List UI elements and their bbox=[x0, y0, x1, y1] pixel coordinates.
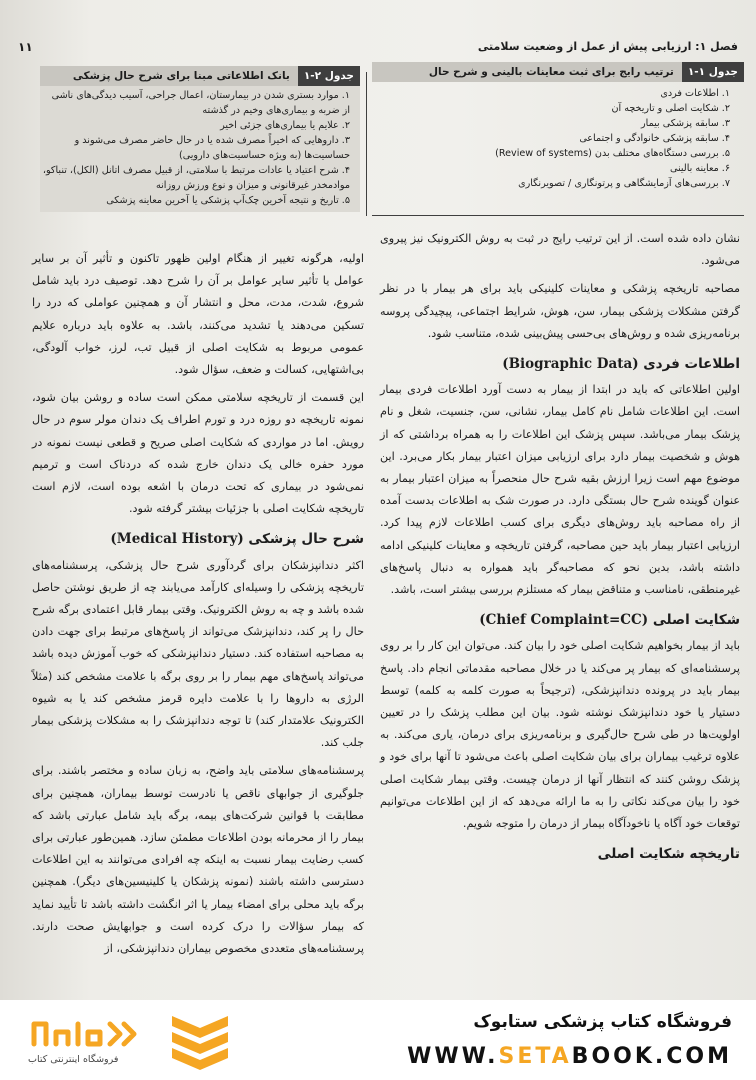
paragraph: اولیه، هرگونه تغییر از هنگام اولین ظهور تاکنون و تأثیر آن بر سایر عوامل یا تأثیر سایر عوامل بر آن را شرح دهد. توصیف درد باید شامل شروع، شدت، مدت، محل و انتشار آن و همچنین عواملی که درد را تسکین می‌دهند یا تشدید می‌کنند، باشد. به علاوه باید درباره علایم عمومی مربوط به شکایت اصلی از قبیل تب، لرز، خواب آلودگی، بی‌اشتهایی، کسالت و ضعف، سؤال شود. bbox=[32, 252, 364, 377]
list-item: ۲. علایم یا بیماری‌های جزئی اخیر bbox=[220, 120, 350, 131]
section-heading-biographic bbox=[380, 353, 740, 375]
section-heading-medical-history bbox=[32, 528, 364, 550]
heading-en: (Chief Complaint=CC) bbox=[479, 612, 649, 629]
heading-fa: شرح حال پزشکی bbox=[248, 531, 364, 548]
paragraph: نشان داده شده است. از این ترتیب رایج در ثبت به روش الکترونیک نیز پیروی می‌شود. bbox=[380, 232, 740, 268]
table-1-1-tag: جدول ۱-۱ bbox=[682, 62, 744, 82]
heading-fa: شکایت اصلی bbox=[652, 612, 740, 629]
paragraph: مصاحبه تاریخچه پزشکی و معاینات کلینیکی باید برای هر بیمار با در نظر گرفتن مشکلات پزشکی بیمار، سن، هوش، شرایط اجتماعی، پیچیدگی پروسه برنامه‌ریزی شده و روش‌های بی‌حسی پیش‌بینی شده، متناسب شود. bbox=[380, 282, 740, 340]
heading-en: (Biographic Data) bbox=[502, 356, 639, 373]
table-1-1-title: ترتیب رایج برای ثبت معاینات بالینی و شرح حال bbox=[372, 62, 682, 82]
list-item: ۳. داروهایی که اخیراً مصرف شده یا در حال حاضر مصرف می‌شوند و حساسیت‌ها (به ویژه حساسیت‌های دارویی) bbox=[74, 135, 350, 161]
right-column bbox=[380, 228, 740, 869]
paragraph: اکثر دندانپزشکان برای گردآوری شرح حال پزشکی، پرسشنامه‌های تاریخچه پزشکی را وسیله‌ای کارآمد می‌یابند چه از طریق نوشتن حاصل شده باشد و چه به روش الکترونیک. وقتی بیمار قابل اعتمادی برگه شرح حال را پر کند، دندانپزشک می‌تواند از پاسخ‌های مرتبط برای جهت دادن به مصاحبه استفاده کند. دستیار دندانپزشکی که خوب آموزش دیده باشد می‌تواند پاسخ‌های مهم بیمار را بر روی برگه با علامت مشخص کند (مثلاً الرژی به داروها را با علامت دایره قرمز مشخص کند یا به شیوه الکترونیک علامتدار کند) تا توجه دندانپزشک را به مشکلات پزشکی بیمار جلب کند. bbox=[32, 558, 364, 750]
column-divider bbox=[366, 72, 367, 216]
list-item: ۱. اطلاعات فردی bbox=[660, 88, 730, 99]
list-item: ۱. موارد بستری شدن در بیمارستان، اعمال جراحی، آسیب دیدگی‌های ناشی از ضربه و بیماری‌های وخیم در گذشته bbox=[51, 90, 350, 116]
table-2-1-tag: جدول ۲-۱ bbox=[298, 66, 360, 86]
paragraph: باید از بیمار بخواهیم شکایت اصلی خود را بیان کند. می‌توان این کار را بر روی پرسشنامه‌ای که بیمار پر می‌کند یا در خلال مصاحبه مقدماتی انجام داد. پاسخ بیمار باید در پرونده دندانپزشکی، (ترجیحاً به صورت کلمه به کلمه) توسط دستیار یا خود دندانپزشک نوشته شود. بیان این مطلب پزشک را در تعیین اولویت‌ها در طی شرح حال‌گیری و برنامه‌ریزی برای درمان، یاری می‌کند. به علاوه ترغیب بیماران برای بیان شکایت اصلی باعث می‌شود تا آنها برای خود و پزشک روشن کنند که انتظار آنها از درمان چیست. وقتی بیمار شکایت اصلی خود را بیان می‌کند نکاتی را به ما ارائه می‌دهد که از این اطلاعات می‌توانیم توقعات خود آگاه یا ناخودآگاه بیمار از درمان را متوجه شویم. bbox=[380, 639, 740, 831]
paragraph: پرسشنامه‌های سلامتی باید واضح، به زبان ساده و مختصر باشند. برای جلوگیری از جوابهای ناقص یا نادرست توسط بیماران، همچنین برای مطابقت با قوانین شرکت‌های بیمه، برگه باید شامل عبارتی باشد که بیمار را از محرمانه بودن اطلاعات مطمئن سازد. همین‌طور عبارتی برای کسب رضایت بیمار نسبت به اینکه چه افرادی می‌توانند به این اطلاعات دسترسی داشته باشند (نمونه پزشکان یا کلینیسین‌های دیگر). همچنین برگه باید محلی برای امضاء بیمار یا اثر انگشت داشته باشد تا تأیید نماید که بیمار سؤالات را درک کرده است و جوابهایش صحت دارند. پرسشنامه‌های متعددی مخصوص بیماران دندانپزشکی، از bbox=[32, 764, 364, 956]
list-item: ۴. سابقه پزشکی خانوادگی و اجتماعی bbox=[579, 133, 730, 144]
page-number: ۱۱ bbox=[18, 40, 33, 54]
paragraph: اولین اطلاعاتی که باید در ابتدا از بیمار به دست آورد اطلاعات فردی بیمار است. این اطلاعات شامل نام کامل بیمار، نشانی، سن، جنسیت، شغل و نام پزشک بیمار می‌باشد. سپس پزشک این اطلاعات را به همراه برداشتی که از هوش و شخصیت بیمار دارد برای ارزیابی میزان اعتبار بیمار بکار می‌برد. این موضوع مهم است زیرا ارزش بقیه شرح حال منحصراً به میزان اعتبار بیمار به عنوان گوینده شرح حال بستگی دارد. در صورت شک به اطلاعات بدست آمده از راه مصاحبه باید روش‌های دیگری برای کسب اطلاعات لازم پیدا کرد. ارزیابی اعتبار بیمار باید حین مصاحبه، گرفتن تاریخچه و معاینات کلینیکی ادامه داشته باشد، بدین نحو که مصاحبه‌گر باید همواره به دنبال پاسخ‌های غیرمنطقی، نامناسب و متناقض بیمار که مستلزم بررسی بیشتر است، باشد. bbox=[380, 383, 740, 597]
list-item: ۳. سابقه پزشکی بیمار bbox=[641, 118, 730, 129]
store-footer-banner bbox=[0, 1000, 756, 1080]
heading-en: (Medical History) bbox=[110, 531, 244, 548]
table-1-1-title-bar bbox=[372, 62, 744, 82]
heading-fa: اطلاعات فردی bbox=[643, 356, 740, 373]
list-item: ۲. شکایت اصلی و تاریخچه آن bbox=[611, 103, 730, 114]
paragraph: این قسمت از تاریخچه سلامتی ممکن است ساده و روشن بیان شود، نمونه تاریخچه دو روزه درد و تورم اطراف یک دندان مولر سوم در حال رویش. اما در مواردی که شکایت اصلی صریح و قطعی نیست نمونه در مورد حفره خالی یک دندان خارج شده که دردناک است و ترمیم نمی‌شود در بیماری که تحت درمان با اشعه بوده است، لازم است تاریخچه شکایت اصلی با جزئیات بیشتر گرفته شود. bbox=[32, 391, 364, 516]
url-part: WWW. bbox=[407, 1044, 499, 1069]
table-1-1 bbox=[372, 62, 744, 191]
url-accent: SETA bbox=[498, 1044, 572, 1069]
left-column bbox=[32, 248, 364, 966]
chapter-title: فصل ۱: ارزیابی پیش از عمل از وضعیت سلامتی bbox=[477, 40, 738, 53]
list-item: ۶. معاینه بالینی bbox=[669, 163, 730, 174]
url-part: BOOK.COM bbox=[571, 1044, 732, 1069]
section-heading-cc-history: تاریخچه شکایت اصلی bbox=[597, 846, 740, 863]
section-heading-chief-complaint bbox=[380, 609, 740, 631]
list-item: ۵. بررسی دستگاه‌های مختلف بدن (Review of systems) bbox=[495, 148, 730, 159]
logo-subtitle: فروشگاه اینترنتی کتاب bbox=[28, 1054, 119, 1065]
chevron-logo-icon bbox=[168, 1010, 232, 1070]
list-item: ۷. بررسی‌های آزمایشگاهی و پرتونگاری / تصویرنگاری bbox=[518, 178, 730, 189]
store-url[interactable] bbox=[407, 1044, 732, 1069]
list-item: ۵. تاریخ و نتیجه آخرین چک‌آپ پزشکی یا آخرین معاینه پزشکی bbox=[106, 195, 350, 206]
page-header bbox=[10, 40, 738, 62]
table-2-1-title: بانک اطلاعاتی مبنا برای شرح حال پزشکی bbox=[40, 66, 298, 86]
store-name: فروشگاه کتاب پزشکی ستابوک bbox=[473, 1012, 732, 1032]
logo-wordmark-icon bbox=[28, 1014, 156, 1054]
list-item: ۴. شرح اعتیاد یا عادات مرتبط با سلامتی، از قبیل مصرف اتانل (الکل)، تنباکو، موادمخدر غیرقانونی و میزان و نوع ورزش روزانه bbox=[42, 165, 350, 191]
table-2-1 bbox=[40, 66, 360, 212]
setabook-logo[interactable] bbox=[28, 1014, 156, 1068]
table-bottom-rule bbox=[372, 215, 744, 216]
table-2-1-title-bar bbox=[40, 66, 360, 86]
